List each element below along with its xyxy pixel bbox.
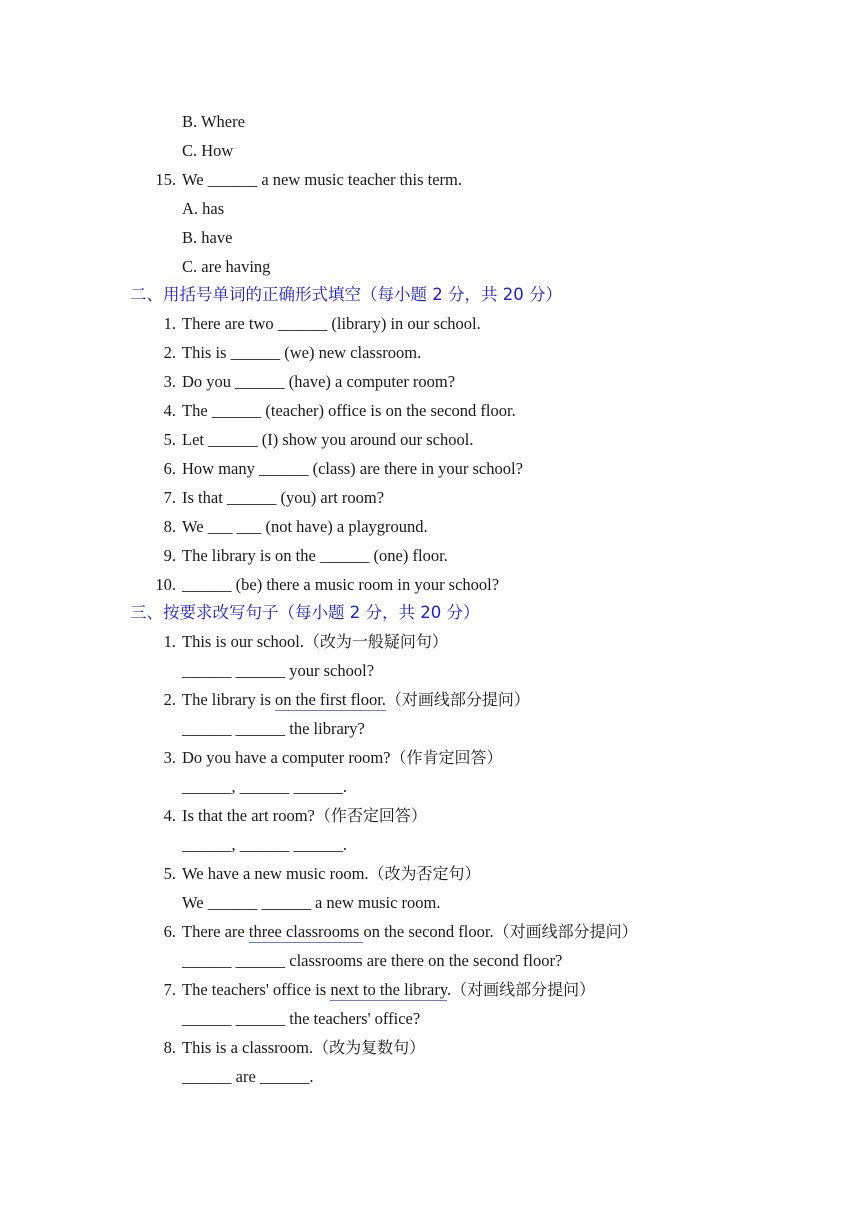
instruction-hint: （对画线部分提问） bbox=[385, 690, 530, 709]
question-text: Do you have a computer room? bbox=[182, 748, 391, 767]
section2-item-number: 2. bbox=[163, 343, 176, 362]
instruction-hint: （对画线部分提问） bbox=[493, 922, 638, 941]
section2-item-text: There are two ______ (library) in our school. bbox=[182, 314, 481, 333]
section2-item-number: 7. bbox=[163, 488, 176, 507]
section3-item-answer-line: ______ ______ your school? bbox=[182, 661, 375, 680]
q15-text: We ______ a new music teacher this term. bbox=[182, 170, 463, 189]
q15-option-c: C. are having bbox=[182, 257, 271, 276]
question-text: This is our school. bbox=[182, 632, 304, 651]
section3-item-number: 7. bbox=[163, 980, 176, 999]
section2-item-number: 8. bbox=[163, 517, 176, 536]
section3-item-answer-line: ______ ______ the library? bbox=[182, 719, 365, 738]
section2-item-text: How many ______ (class) are there in your school? bbox=[182, 459, 523, 478]
section2-item-number: 3. bbox=[163, 372, 176, 391]
instruction-hint: （对画线部分提问） bbox=[451, 980, 596, 999]
section3-item-number: 2. bbox=[163, 690, 176, 709]
section2-item-text: The ______ (teacher) office is on the second floor. bbox=[182, 401, 516, 420]
section3-item-answer-line: We ______ ______ a new music room. bbox=[182, 893, 441, 912]
section3-item-number: 5. bbox=[163, 864, 176, 883]
q14-option-b: B. Where bbox=[182, 112, 245, 131]
section3-item-number: 3. bbox=[163, 748, 176, 767]
question-text: There are bbox=[182, 922, 249, 941]
section3-item-answer-line: ______ ______ classrooms are there on the second floor? bbox=[182, 951, 563, 970]
question-text: This is a classroom. bbox=[182, 1038, 314, 1057]
q15-number: 15. bbox=[155, 170, 176, 189]
section3-item-question bbox=[182, 690, 530, 710]
section3-item-answer-line: ______ are ______. bbox=[182, 1067, 314, 1086]
section2-item-number: 4. bbox=[163, 401, 176, 420]
instruction-hint: （作肯定回答） bbox=[390, 748, 503, 767]
section2-title: 二、用括号单词的正确形式填空（每小题 2 分，共 20 分） bbox=[130, 285, 562, 304]
instruction-hint: （改为一般疑问句） bbox=[303, 632, 448, 651]
section3-item-number: 4. bbox=[163, 806, 176, 825]
section2-item-number: 5. bbox=[163, 430, 176, 449]
question-text: Is that the art room? bbox=[182, 806, 315, 825]
underlined-phrase: three classrooms bbox=[248, 922, 364, 941]
question-text: on the second floor. bbox=[363, 922, 494, 941]
section3-item-question bbox=[182, 922, 638, 942]
section3-item-question bbox=[182, 980, 595, 1000]
instruction-hint: （作否定回答） bbox=[314, 806, 427, 825]
section3-item-question bbox=[182, 632, 448, 652]
q14-option-c: C. How bbox=[182, 141, 234, 160]
section3-item-number: 1. bbox=[163, 632, 176, 651]
section3-item-number: 6. bbox=[163, 922, 176, 941]
section3-item-question bbox=[182, 748, 503, 768]
section2-item-text: Let ______ (I) show you around our school. bbox=[182, 430, 474, 449]
section3-item-question bbox=[182, 864, 481, 884]
q15-option-b: B. have bbox=[182, 228, 233, 247]
section3-item-answer-line: ______ ______ the teachers' office? bbox=[182, 1009, 421, 1028]
section2-item-text: The library is on the ______ (one) floor. bbox=[182, 546, 448, 565]
question-text: We have a new music room. bbox=[182, 864, 369, 883]
section2-item-text: Do you ______ (have) a computer room? bbox=[182, 372, 456, 391]
section2-item-text: This is ______ (we) new classroom. bbox=[182, 343, 422, 362]
section2-item-number: 10. bbox=[155, 575, 176, 594]
section2-item-text: Is that ______ (you) art room? bbox=[182, 488, 385, 507]
section3-item-answer-line: ______, ______ ______. bbox=[182, 777, 347, 796]
question-text: The library is bbox=[182, 690, 276, 709]
question-text: The teachers' office is bbox=[182, 980, 331, 999]
question-text: . bbox=[447, 980, 452, 999]
section3-item-question bbox=[182, 806, 427, 826]
instruction-hint: （改为否定句） bbox=[368, 864, 481, 883]
instruction-hint: （改为复数句） bbox=[313, 1038, 426, 1057]
section3-item-number: 8. bbox=[163, 1038, 176, 1057]
q15-option-a: A. has bbox=[182, 199, 225, 218]
section3-item-question bbox=[182, 1038, 425, 1058]
section2-item-number: 1. bbox=[163, 314, 176, 333]
section2-item-number: 6. bbox=[163, 459, 176, 478]
section3-item-answer-line: ______, ______ ______. bbox=[182, 835, 347, 854]
section2-item-text: ______ (be) there a music room in your school? bbox=[182, 575, 500, 594]
section2-item-number: 9. bbox=[163, 546, 176, 565]
underlined-phrase: on the first floor. bbox=[275, 690, 386, 709]
section3-title: 三、按要求改写句子（每小题 2 分，共 20 分） bbox=[130, 603, 480, 622]
section2-item-text: We ___ ___ (not have) a playground. bbox=[182, 517, 428, 536]
underlined-phrase: next to the library bbox=[330, 980, 448, 999]
